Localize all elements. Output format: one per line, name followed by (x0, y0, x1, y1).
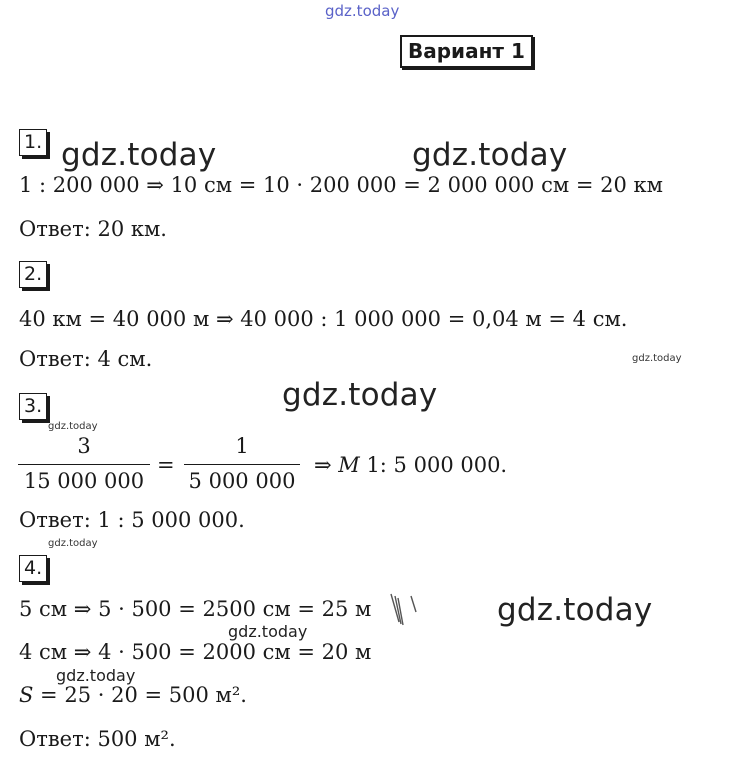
answer-line: Ответ: 500 м². (19, 727, 176, 751)
fraction (18, 434, 150, 493)
conclusion-line: ⇒ 𝑀 1: 5 000 000. (314, 453, 508, 477)
area-line: 𝑆 = 25 · 20 = 500 м². (19, 683, 247, 707)
watermark: gdz.today (412, 137, 568, 173)
watermark-top: gdz.today (325, 2, 400, 20)
variant-title: Вариант 1 (400, 35, 533, 68)
equals-sign: = (157, 453, 175, 477)
solution-line: 5 см ⇒ 5 · 500 = 2500 см = 25 м (19, 597, 372, 621)
watermark: gdz.today (61, 137, 217, 173)
watermark: gdz.today (282, 377, 438, 413)
answer-line: Ответ: 4 см. (19, 347, 153, 371)
fraction-numerator: 1 (235, 434, 249, 458)
pen-scribble-mark (385, 592, 419, 628)
fraction-denominator: 15 000 000 (23, 469, 145, 493)
watermark: gdz.today (228, 622, 308, 641)
watermark: gdz.today (497, 592, 653, 628)
solution-line: 4 см ⇒ 4 · 500 = 2000 см = 20 м (19, 640, 372, 664)
watermark-small: gdz.today (48, 421, 98, 432)
answer-line: Ответ: 20 км. (19, 217, 167, 241)
task-number: 2. (19, 261, 47, 288)
solution-line: 1 : 200 000 ⇒ 10 см = 10 · 200 000 = 2 000 000 см = 20 км (19, 173, 663, 197)
task-number: 4. (19, 555, 47, 582)
fraction-numerator: 3 (77, 434, 91, 458)
fraction-denominator: 5 000 000 (188, 469, 296, 493)
task-number: 3. (19, 393, 47, 420)
answer-line: Ответ: 1 : 5 000 000. (19, 508, 245, 532)
fraction (184, 434, 300, 493)
watermark: gdz.today (56, 666, 136, 685)
watermark-small: gdz.today (632, 353, 682, 364)
task-number: 1. (19, 129, 47, 156)
solution-line: 40 км = 40 000 м ⇒ 40 000 : 1 000 000 = 0,04 м = 4 см. (19, 307, 628, 331)
watermark-small: gdz.today (48, 538, 98, 549)
